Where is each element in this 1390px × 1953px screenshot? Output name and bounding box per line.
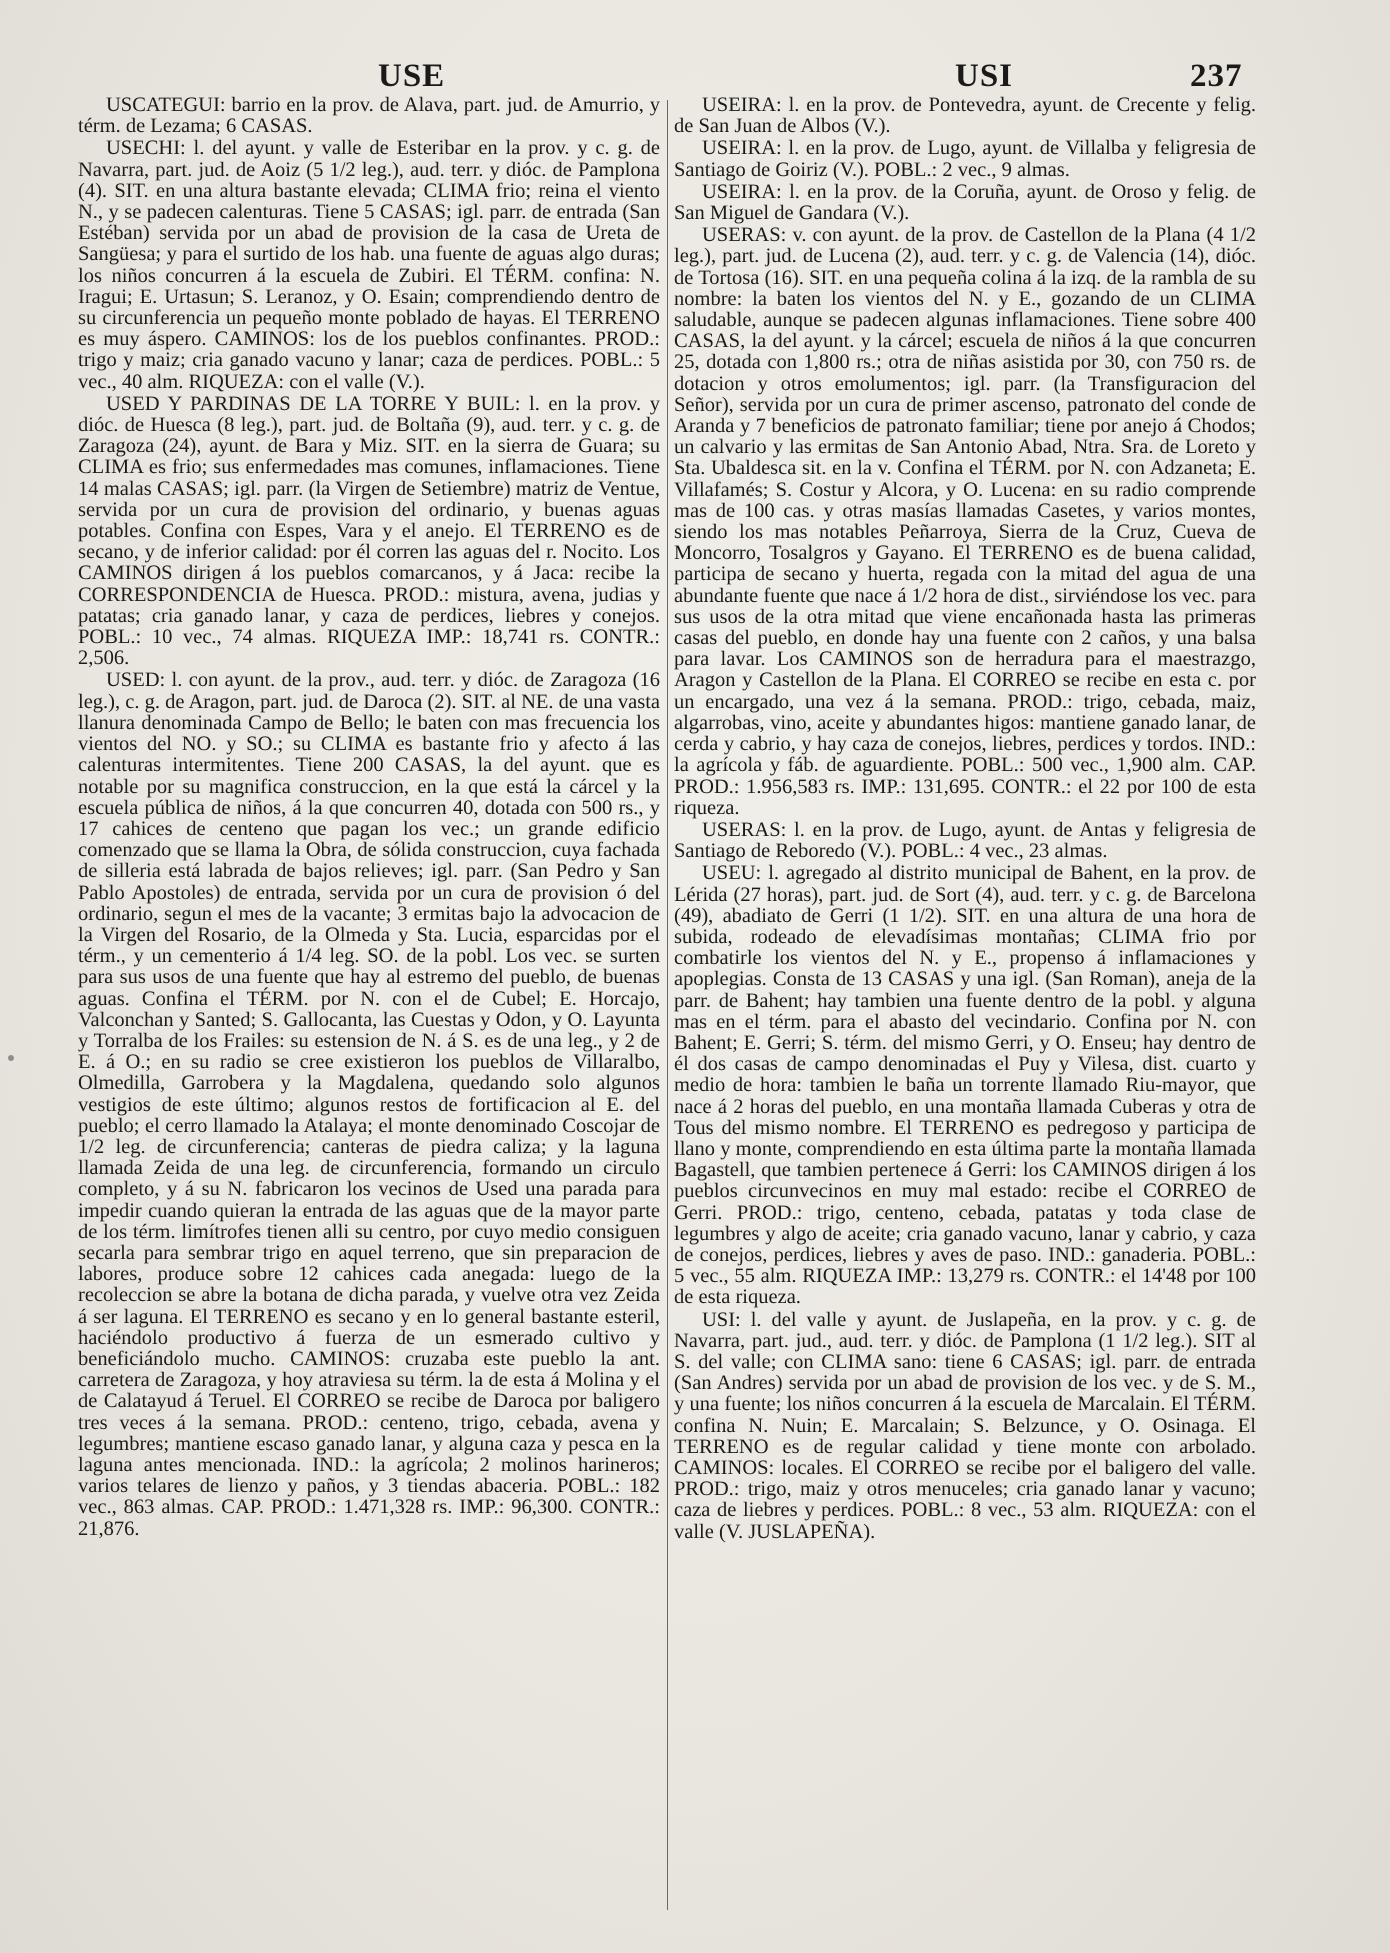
entry-used: USED: l. con ayunt. de la prov., aud. terr. y dióc. de Zaragoza (16 leg.), c. g. de Aragon, part. jud. de Daroca (2). SIT. al NE. de una vasta llanura denominada Campo de Bello; le baten con mas frecuencia los vientos del NO. y SO.; su CLIMA es bastante frio y afecto á las calenturas intermitentes. Tiene 200 CASAS, la del ayunt. que es notable por su magnifica construccion, en la que está la cárcel y la escuela pública de niños, á la que concurren 40, dotada con 500 rs., y 17 cahices de centeno que pagan los vec.; un grande edificio comenzado que se llama la Obra, de sólida construccion, cuya fachada de silleria está labrada de bajos relieves; igl. parr. (San Pedro y San Pablo Apostoles) de entrada, servida por un cura de provision ó del ordinario, segun el mes de la vacante; 3 ermitas bajo la advocacion de la Virgen del Rosario, de la Olmeda y Sta. Lucia, esparcidas por el térm., y un cementerio á 1/4 leg. SO. de la pobl. Los vec. se surten para sus usos de una fuente que hay al estremo del pueblo, de buenas aguas. Confina el TÉRM. por N. con el de Cubel; E. Horcajo, Valconchan y Santed; S. Gallocanta, las Cuestas y Odon, y O. Layunta y Torralba de los Frailes: su estension de N. á S. es de una leg., y 2 de E. á O.; en su radio se cree existieron los pueblos de Villaralbo, Olmedilla, Garrobera y la Magdalena, quedando solo algunos vestigios de este último; algunos restos de fortificacion al E. del pueblo; el cerro llamado la Atalaya; el monte denominado Coscojar de 1/2 leg. de circunferencia; canteras de piedra caliza; y la laguna llamada Zeida de una leg. de circunferencia, formando un circulo completo, y á su N. fabricaron los vecinos de Used una parada para impedir cuando quieran la entrada de las aguas que de la mayor parte de los térm. limítrofes tienen alli su centro, por cuyo medio consiguen secarla para sembrar trigo en aquel terreno, que sin preparacion de labores, produce sobre 12 cahices cada anegada: luego de la recoleccion se abre la botana de dicha parada, y vuelve otra vez Zeida á ser laguna. El TERRENO es secano y en lo general bastante esteril, haciéndolo productivo á fuerza de un esmerado cultivo y beneficiándolo mucho. CAMINOS: cruzaba este pueblo la ant. carretera de Zaragoza, y hoy atraviesa su térm. la de esta á Molina y el de Calatayud á Teruel. El CORREO se recibe de Daroca por baligero tres veces á la semana. PROD.: centeno, trigo, cebada, avena y legumbres; mantiene escaso ganado lanar, y alguna caza y pesca en la laguna antes mencionada. IND.: la agrícola; 2 molinos harineros; varios telares de lienzo y paños, y 3 tiendas abaceria. POBL.: 182 vec., 863 almas. CAP. PROD.: 1.471,328 rs. IMP.: 96,300. CONTR.: 21,876. (78, 669, 660, 1540)
entry-usi: USI: l. del valle y ayunt. de Juslapeña, en la prov. y c. g. de Navarra, part. jud., aud. terr. y dióc. de Pamplona (1 1/2 leg.). SIT al S. del valle; con CLIMA sano: tiene 6 CASAS; igl. parr. de entrada (San Andres) servida por un abad de provision de los vec. y de S. M., y una fuente; los niños concurren á la escuela de Marcalain. El TÉRM. confina N. Nuin; E. Marcalain; S. Belzunce, y O. Osinaga. El TERRENO es de regular calidad y tiene monte con arbolado. CAMINOS: locales. El CORREO se recibe por el baligero del valle. PROD.: trigo, maiz y otros menuceles; cria ganado lanar y vacuno; caza de liebres y perdices. POBL.: 8 vec., 53 alm. RIQUEZA: con el valle (V. JUSLAPEÑA). (674, 1308, 1256, 1543)
entry-useu: USEU: l. agregado al distrito municipal de Bahent, en la prov. de Lérida (27 horas), part. jud. de Sort (4), aud. terr. y c. g. de Barcelona (49), abadiato de Gerri (1 1/2). SIT. en una altura de una hora de subida, rodeado de elevadísimas montañas; CLIMA frio por combatirle los vientos del N. y E., propenso á inflamaciones y apoplegias. Consta de 13 CASAS y una igl. (San Roman), aneja de la parr. de Bahent; hay tambien una fuente dentro de la pobl. y alguna mas en el térm. para el abasto del vecindario. Confina por N. con Bahent; E. Gerri; S. térm. del mismo Gerri, y O. Enseu; hay dentro de él dos casas de campo denominadas el Puy y Vilesa, dist. cuarto y medio de hora: tambien le baña un torrente llamado Riu-mayor, que nace á 2 horas del pueblo, en una montaña llamada Cuberas y otra de Tous del mismo nombre. El TERRENO es pedregoso y participa de llano y monte, comprendiendo en esta última parte la montaña llamada Bagastell, que tambien pertenece á Gerri: los CAMINOS dirigen á los pueblos circunvecinos en muy mal estado: recibe el CORREO de Gerri. PROD.: trigo, centeno, cebada, patatas y toda clase de legumbres y algo de aceite; cria ganado vacuno, lanar y cabrio, y caza de conejos, perdices, liebres y aves de paso. IND.: ganaderia. POBL.: 5 vec., 55 alm. RIQUEZA IMP.: 13,279 rs. CONTR.: el 14'48 por 100 de esta riqueza. (674, 862, 1256, 1309)
entry-useira-pontevedra: USEIRA: l. en la prov. de Pontevedra, ayunt. de Crecente y felig. de San Juan de Albos (V.). (674, 94, 1256, 138)
entry-uscategui: USCATEGUI: barrio en la prov. de Alava, part. jud. de Amurrio, y térm. de Lezama; 6 CASAS. (78, 94, 660, 138)
running-head-left: USE (378, 58, 446, 94)
page-number: 237 (1190, 58, 1243, 94)
entry-useira-lugo: USEIRA: l. en la prov. de Lugo, ayunt. de Villalba y feligresia de Santiago de Goiriz (V.). POBL.: 2 vec., 9 almas. (674, 137, 1256, 181)
ink-spot (8, 1055, 14, 1061)
entry-useras-lugo: USERAS: l. en la prov. de Lugo, ayunt. de Antas y feligresia de Santiago de Reboredo (V.). POBL.: 4 vec., 23 almas. (674, 818, 1256, 863)
entry-usechi: USECHI: l. del ayunt. y valle de Esteribar en la prov. y c. g. de Navarra, part. jud. de Aoiz (5 1/2 leg.), aud. terr. y dióc. de Pamplona (4). SIT. en una altura bastante elevada; CLIMA frio; reina el viento N., y se padecen calenturas. Tiene 5 CASAS; igl. parr. de entrada (San Estéban) servida por un abad de provision de la casa de Ureta de Sangüesa; y para el surtido de los hab. una fuente de aguas algo duras; los niños concurren á la escuela de Zubiri. El TÉRM. confina: N. Iragui; E. Urtasun; S. Leranoz, y O. Esain; comprendiendo dentro de su circunferencia un pequeño monte poblado de hayas. El TERRENO es muy áspero. CAMINOS: los de los pueblos confinantes. PROD.: trigo y maiz; cria ganado vacuno y lanar; caza de perdices. POBL.: 5 vec., 40 alm. RIQUEZA: con el valle (V.). (78, 137, 660, 393)
entry-useira-coruna: USEIRA: l. en la prov. de la Coruña, ayunt. de Oroso y felig. de San Miguel de Gandara (V.). (674, 180, 1256, 225)
right-column (674, 95, 1256, 1544)
left-column (78, 95, 660, 1541)
column-rule (667, 100, 668, 1910)
entry-useras-castellon: USERAS: v. con ayunt. de la prov. de Castellon de la Plana (4 1/2 leg.), part. jud. de Lucena (2), aud. terr. y c. g. de Valencia (14), dióc. de Tortosa (16). SIT. en una pequeña colina á la izq. de la rambla de su nombre: la baten los vientos del N. y E., gozando de un CLIMA saludable, aunque se padecen algunas inflamaciones. Tiene sobre 400 CASAS, la del ayunt. y la cárcel; escuela de niños á la que concurren 25, dotada con 1,800 rs.; otra de niñas asistida por 30, con 750 rs. de dotacion y otros emolumentos; igl. parr. (la Transfiguracion del Señor), servida por un cura de primer ascenso, patronato del conde de Aranda y 7 beneficios de patronato familiar; tiene por anejo á Chodos; un calvario y las ermitas de San Antonio Abad, Ntra. Sra. de Loreto y Sta. Ubaldesca sit. en la v. Confina el TÉRM. por N. con Adzaneta; E. Villafamés; S. Costur y Alcora, y O. Lucena: en su radio comprende mas de 100 cas. y otras masías llamadas Casetes, y varios montes, siendo los mas notables Peñarroya, Sierra de la Cruz, Cueva de Moncorro, Tosalgros y Gayano. El TERRENO es de buena calidad, participa de secano y huerta, regada con la mitad del agua de una abundante fuente que nace á 1/2 hora de dist., sirviéndose los vec. para sus usos de la otra mitad que viene encañonada hasta las primeras casas del pueblo, en donde hay una fuente con 2 caños, y una balsa para lavar. Los CAMINOS son de herradura para el maestrazgo, Aragon y Castellon de la Plana. El CORREO se recibe en esta c. por un encargado, una vez á la semana. PROD.: trigo, cebada, maiz, algarrobas, vino, aceite y abundantes higos: mantiene ganado lanar, de cerda y cabrio, y hay caza de conejos, liebres, perdices y tordos. IND.: la agrícola y fáb. de aguardiente. POBL.: 500 vec., 1,900 alm. CAP. PROD.: 1.956,583 rs. IMP.: 131,695. CONTR.: el 22 por 100 de esta riqueza. (674, 224, 1256, 819)
entry-used-y-pardinas: USED Y PARDINAS DE LA TORRE Y BUIL: l. en la prov. y dióc. de Huesca (8 leg.), part. jud. de Boltaña (9), aud. terr. y c. g. de Zaragoza (24), ayunt. de Bara y Miz. SIT. en la sierra de Guara; su CLIMA es frio; sus enfermedades mas comunes, inflamaciones. Tiene 14 malas CASAS; igl. parr. (la Virgen de Setiembre) matriz de Ventue, servida por un cura de provision del ordinario, y buenas aguas potables. Confina con Espes, Vara y el anejo. El TERRENO es de secano, y de inferior calidad: por él corren las aguas del r. Nocito. Los CAMINOS dirigen á los pueblos comarcanos, y á Jaca: recibe la CORRESPONDENCIA de Huesca. PROD.: mistura, avena, judias y patatas; cria ganado lanar, y caza de perdices, liebres y conejos. POBL.: 10 vec., 74 almas. RIQUEZA IMP.: 18,741 rs. CONTR.: 2,506. (78, 392, 660, 670)
running-head-center: USI (955, 58, 1014, 94)
